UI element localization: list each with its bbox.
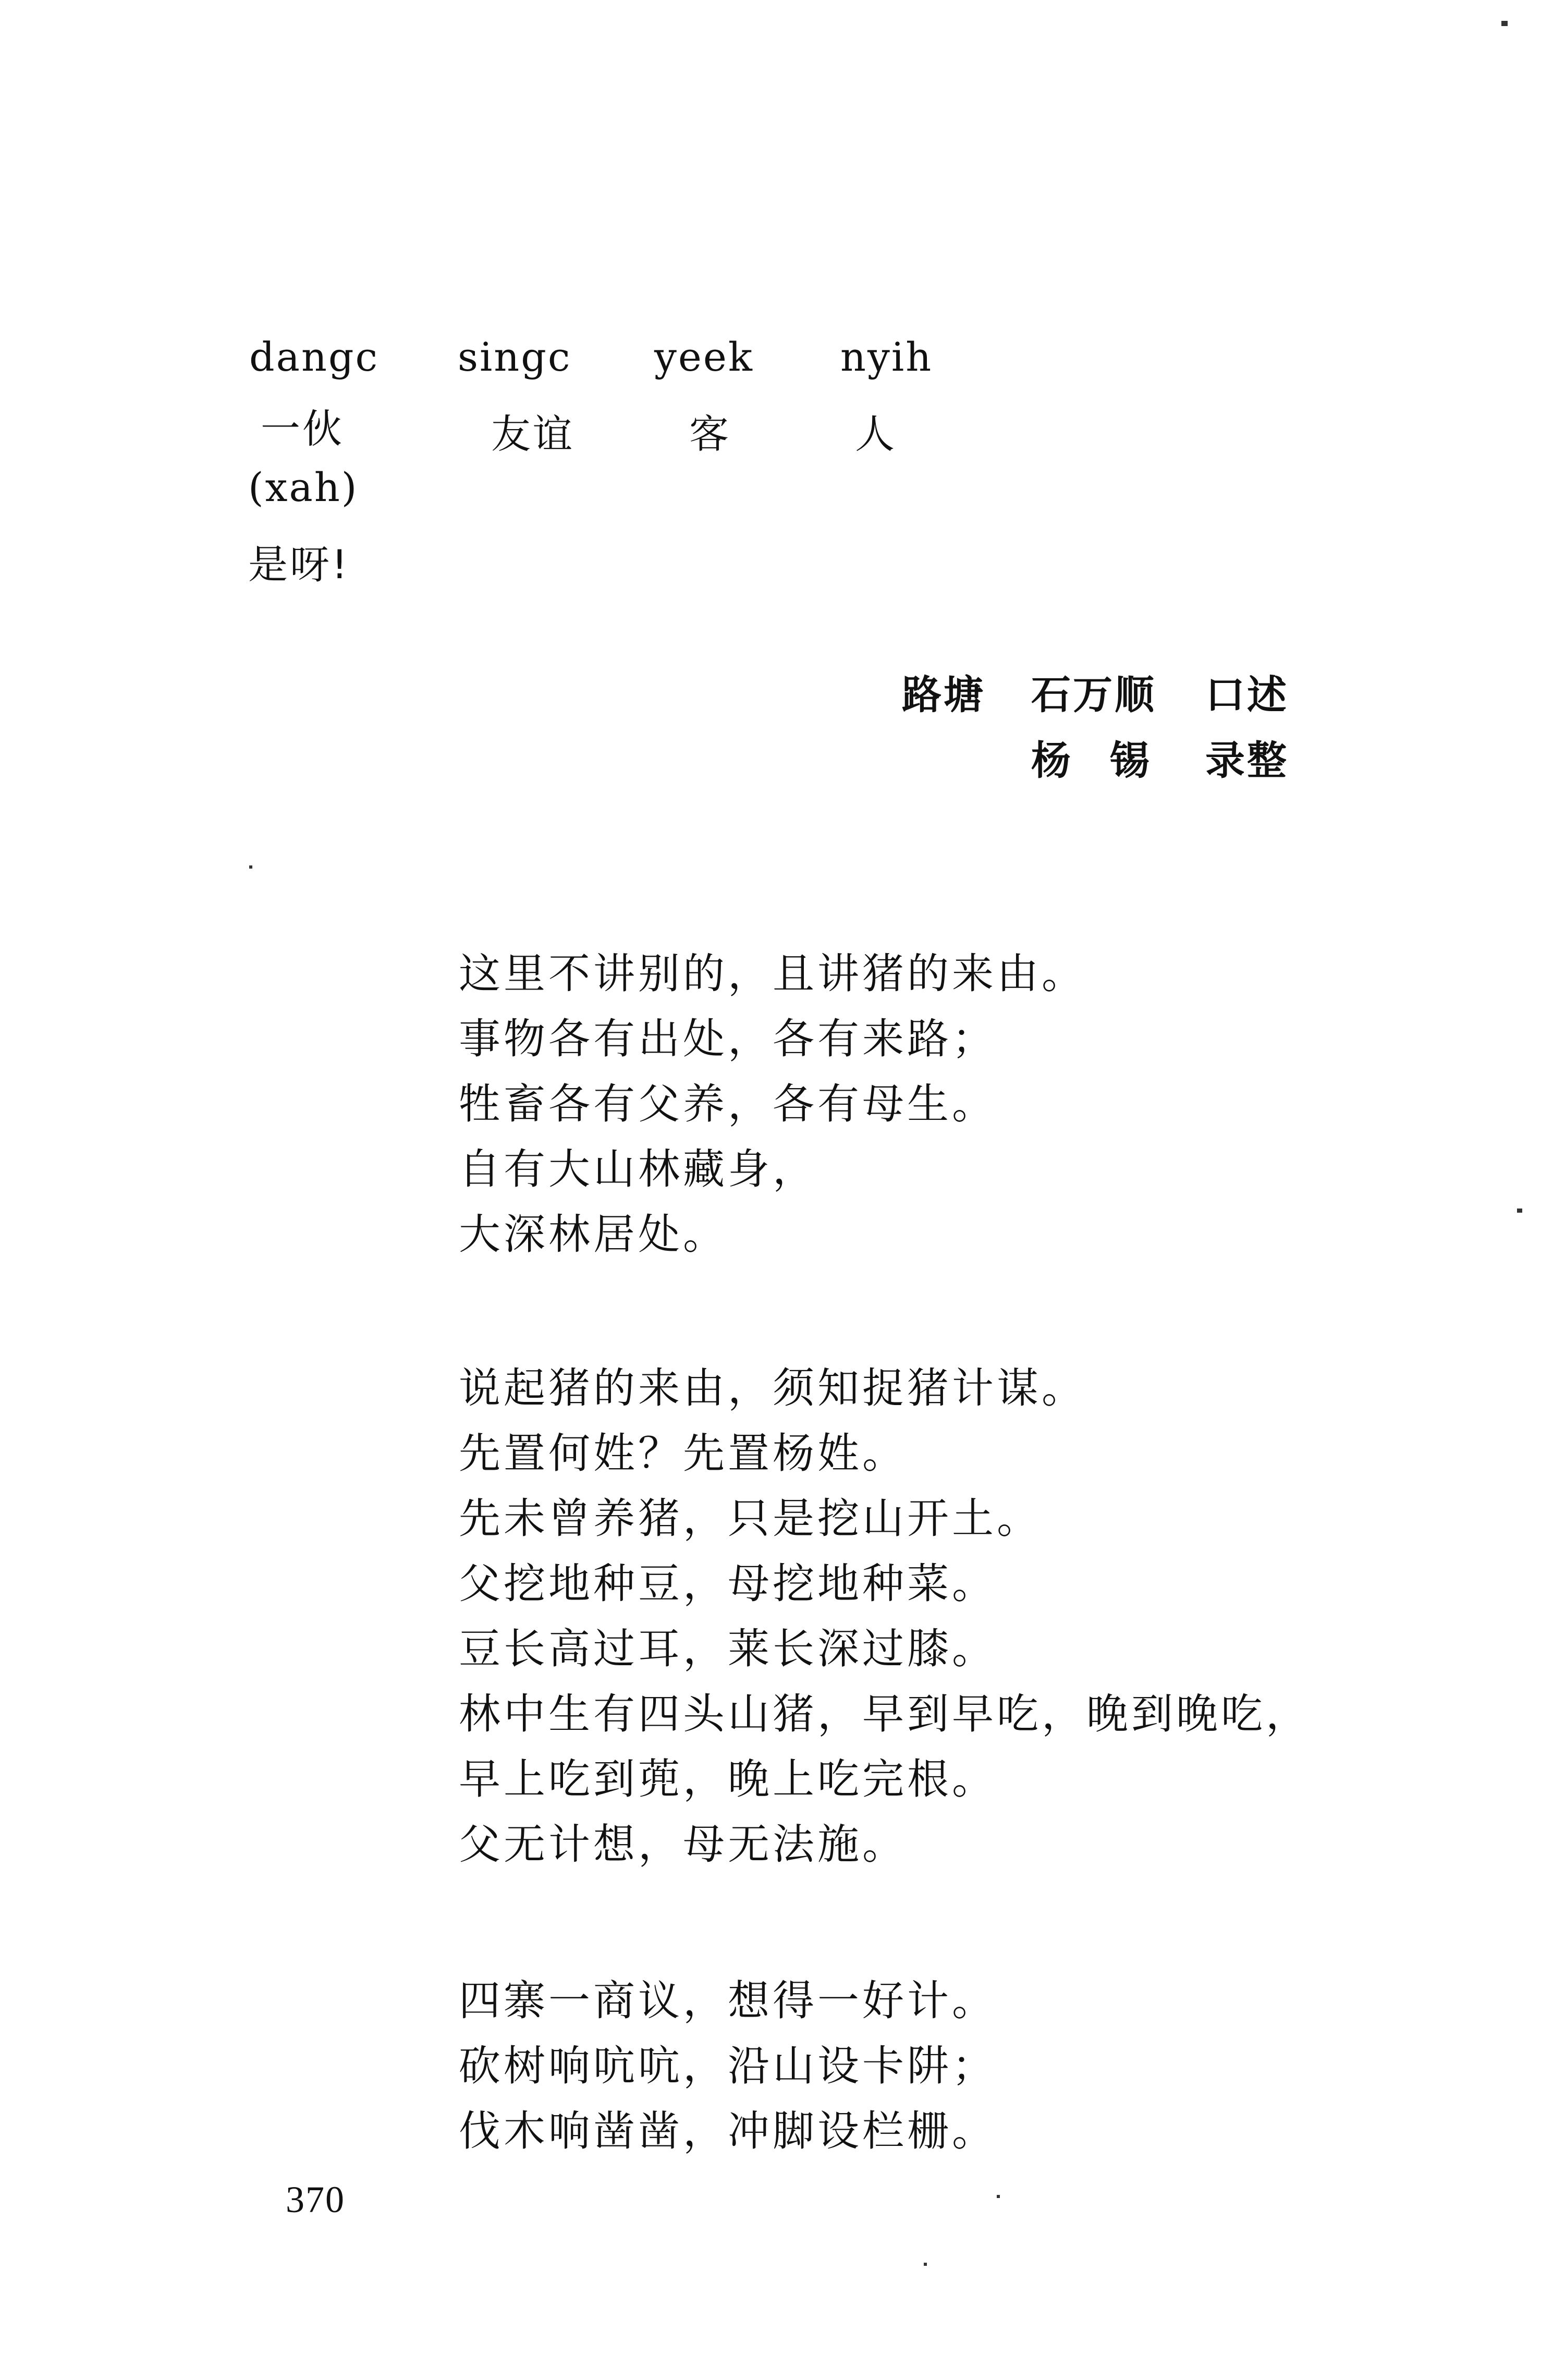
credit-narrator: 石万顺 — [1031, 672, 1156, 718]
verse-line: 早上吃到蔸，晚上吃完根。 — [459, 1755, 997, 1803]
verse-line: 先置何姓？先置杨姓。 — [459, 1429, 907, 1478]
credit-role: 口述 — [1205, 672, 1289, 718]
gloss-translation: 一伙 — [261, 406, 344, 452]
verse-line: 四寨一商议，想得一好计。 — [459, 1976, 997, 2025]
scan-speck — [1501, 21, 1508, 26]
gloss-word: (xah) — [248, 464, 359, 510]
verse-line: 砍树响吭吭，沿山设卡阱； — [459, 2042, 997, 2090]
scan-speck — [924, 2263, 927, 2266]
verse-line: 牲畜各有父养，各有母生。 — [459, 1080, 997, 1128]
credit-recorder: 杨 锡 — [1031, 737, 1162, 784]
verse-line: 豆长高过耳，莱长深过膝。 — [459, 1625, 997, 1673]
verse-line: 事物各有出处，各有来路； — [459, 1015, 997, 1063]
scan-speck — [249, 865, 252, 869]
stanza — [459, 1356, 1397, 1877]
gloss-translation: 友谊 — [491, 411, 574, 457]
gloss-translation: 是呀! — [248, 541, 350, 588]
gloss-word: nyih — [840, 334, 933, 380]
gloss-word: dangc — [249, 334, 380, 380]
page-number: 370 — [286, 2179, 345, 2220]
gloss-translation: 客 — [689, 411, 731, 457]
gloss-word: yeek — [654, 334, 754, 380]
verse-line: 说起猪的来由，须知捉猪计谋。 — [459, 1364, 1086, 1412]
verse-line: 大深林居处。 — [459, 1210, 728, 1259]
verse-line: 父挖地种豆，母挖地种菜。 — [459, 1559, 997, 1608]
scan-speck — [997, 2195, 1000, 2198]
verse-line: 先未曾养猪，只是挖山开土。 — [459, 1494, 1042, 1543]
gloss-translation: 人 — [855, 411, 897, 457]
verse-line: 父无计想，母无法施。 — [459, 1820, 907, 1869]
scan-speck — [1517, 1209, 1522, 1213]
gloss-word: singc — [458, 334, 572, 380]
verse-line: 林中生有四头山猪，早到早吃，晚到晚吃， — [459, 1690, 1311, 1738]
stanza — [459, 1968, 1397, 2164]
verse-line: 这里不讲别的，且讲猪的来由。 — [459, 949, 1086, 998]
stanza — [459, 941, 1397, 1267]
credit-role: 录整 — [1205, 737, 1289, 784]
verse-line: 自有大山林藏身， — [459, 1145, 817, 1193]
credit-place: 路塘 — [902, 672, 985, 718]
verse-line: 伐木响凿凿，冲脚设栏栅。 — [459, 2107, 997, 2155]
